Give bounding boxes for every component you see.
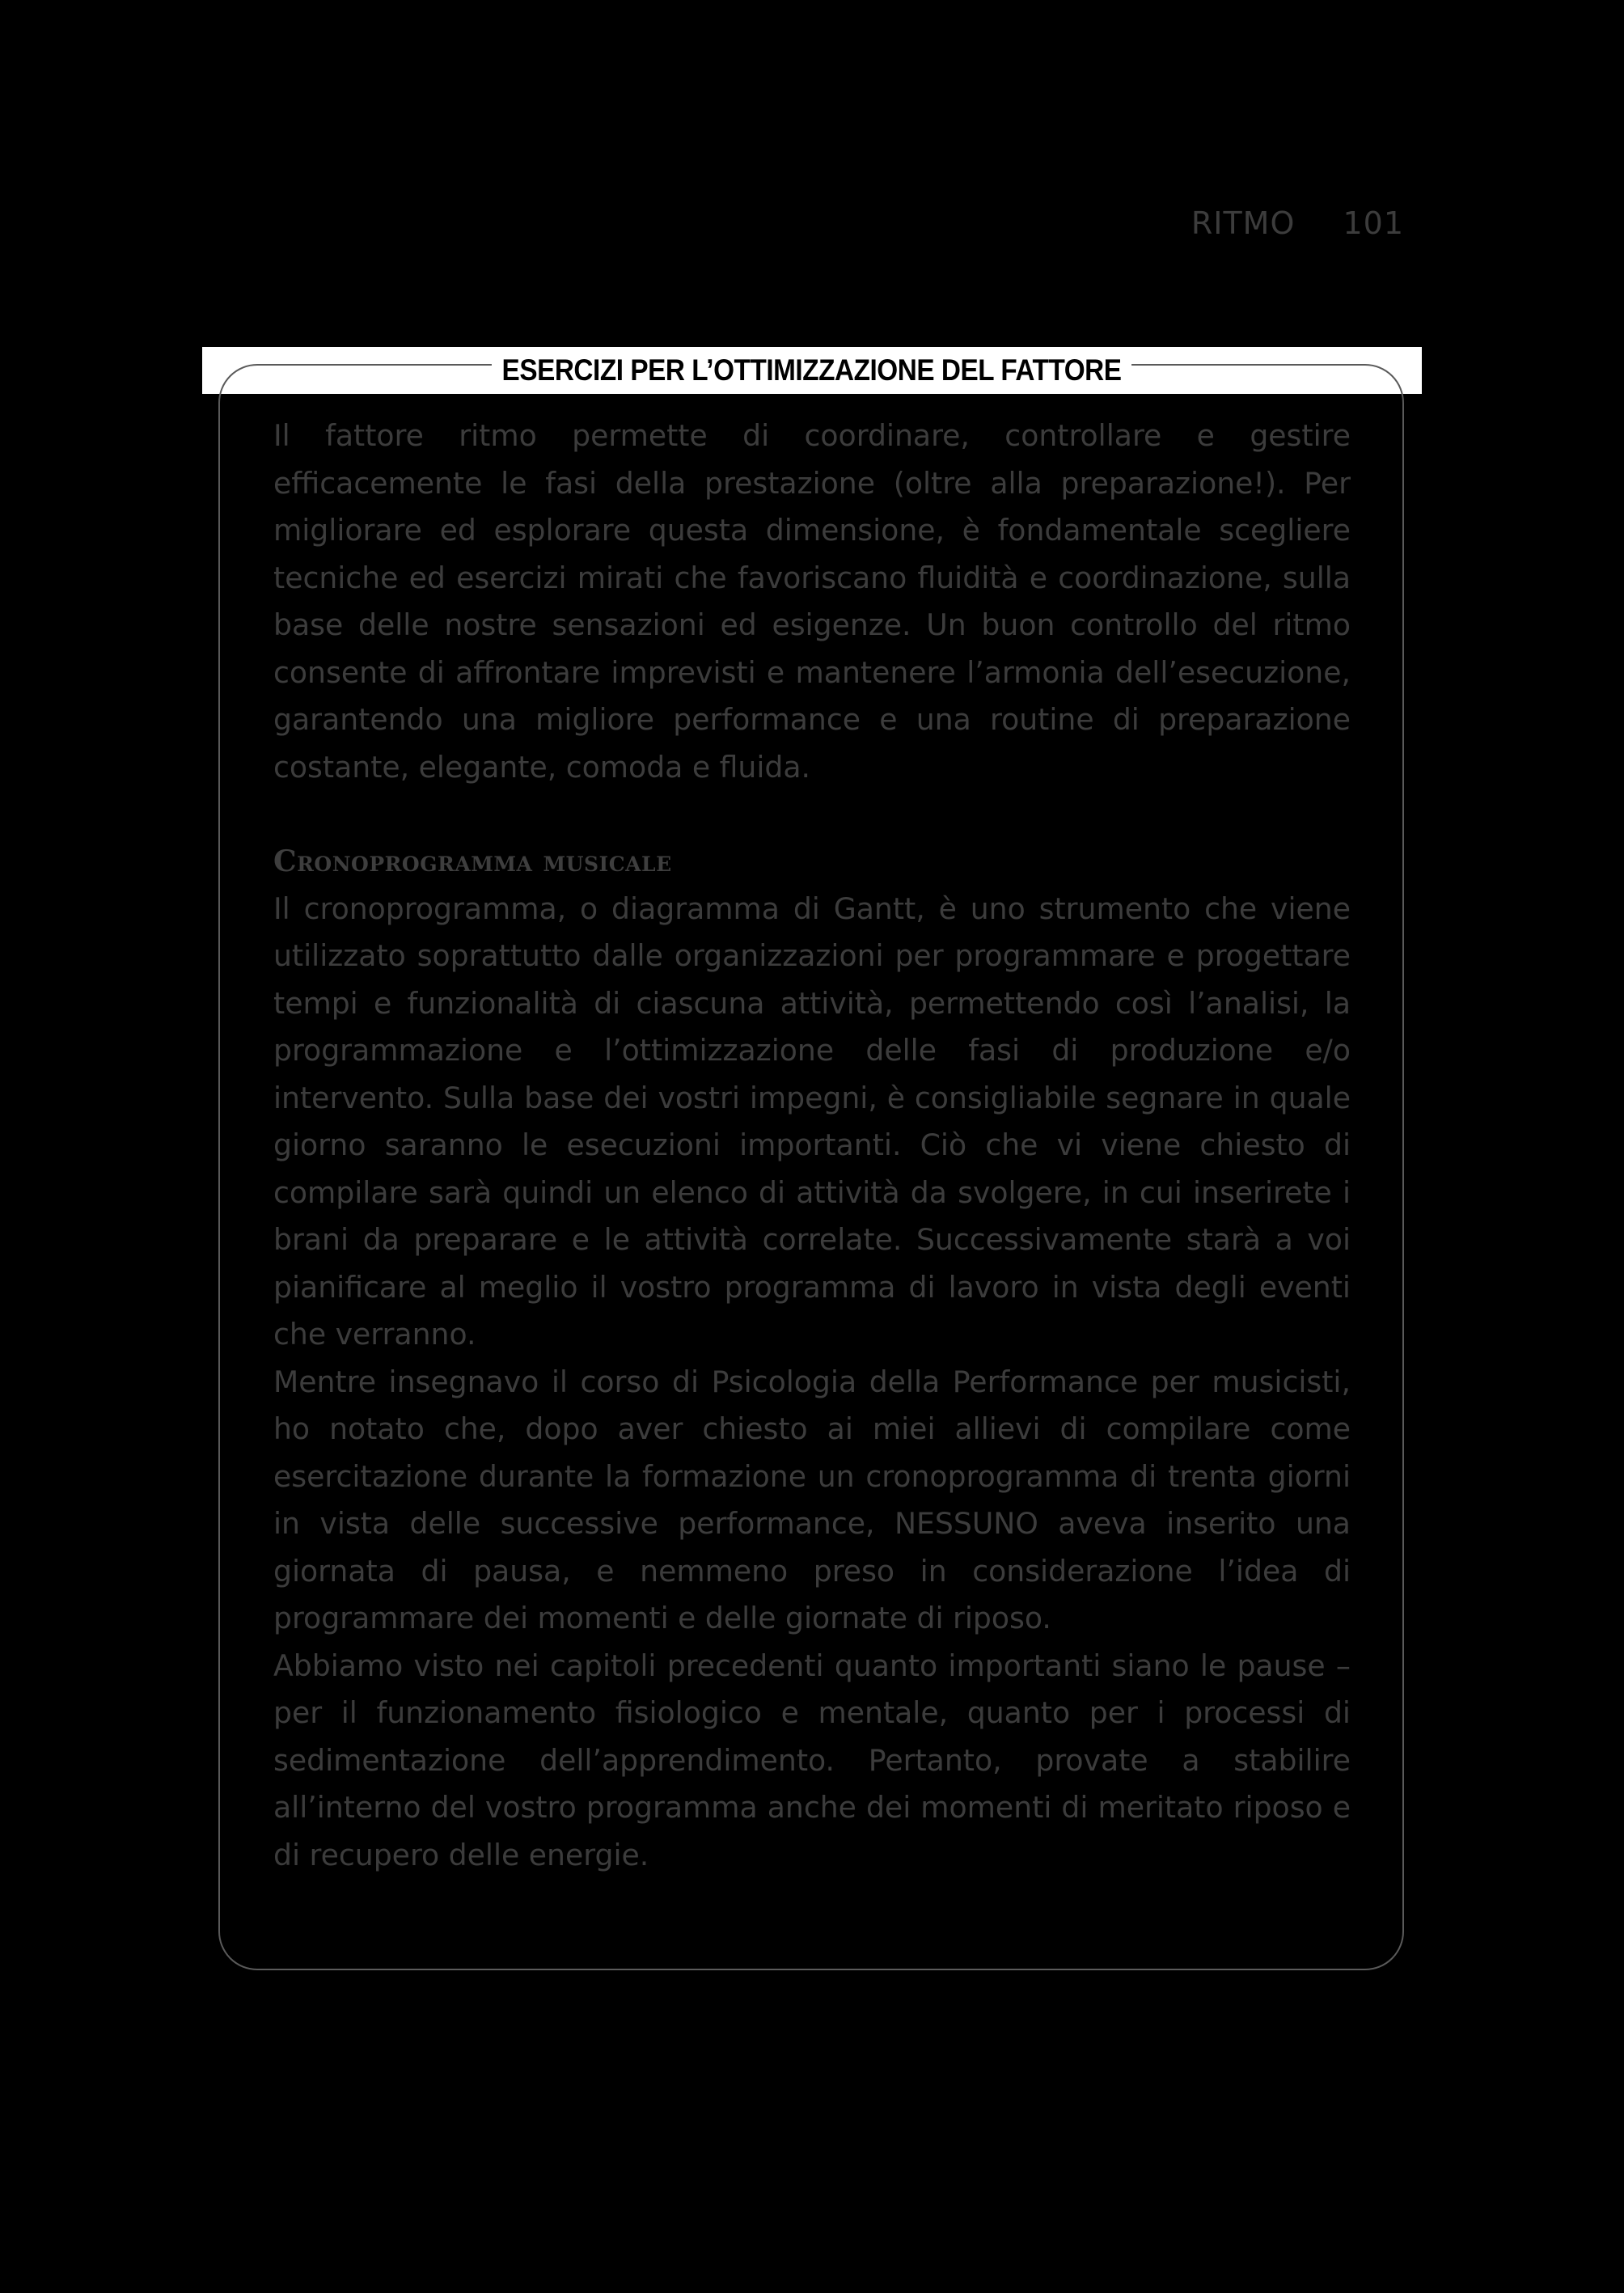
intro-paragraph: Il fattore ritmo permette di coordinare, controllare e gestire efficacemente le fasi della prestazione (oltre alla preparazione!). Per migliorare ed esplorare questa dimensione, è fondamentale scegliere tecniche ed esercizi mirati che favoriscano fluidità e coordinazione, sulla base delle nostre sensazioni ed esigenze. Un buon controllo del ritmo consente di affrontare imprevisti e mantenere l’armonia dell’esecuzione, garantendo una migliore performance e una routine di preparazione costante, elegante, comoda e fluida.	[273, 418, 1351, 785]
body-paragraph-3: Abbiamo visto nei capitoli precedenti quanto importanti siano le pause – per il funzionamento fisiologico e mentale, quanto per i processi di sedimentazione dell’apprendimento. Pertanto, provate a stabilire all’interno del vostro programma anche dei momenti di meritato riposo e di recupero delle energie.	[273, 1648, 1351, 1872]
page-number: 101	[1343, 205, 1404, 241]
running-head-section: RITMO	[1191, 205, 1296, 241]
box-content	[273, 412, 1351, 1879]
box-title: ESERCIZI PER L’OTTIMIZZAZIONE DEL FATTORE	[492, 353, 1131, 387]
section-heading: Cronoprogramma musicale	[273, 844, 672, 878]
box-title-wrap	[0, 347, 1624, 394]
body-paragraph-2: Mentre insegnavo il corso di Psicologia della Performance per musicisti, ho notato che, dopo aver chiesto ai miei allievi di compilare come esercitazione durante la formazione un cronoprogramma di trenta giorni in vista delle successive performance, NESSUNO aveva inserito una giornata di pausa, e nemmeno preso in considerazione l’idea di programmare dei momenti e delle giornate di riposo.	[273, 1364, 1351, 1635]
section-spacer	[273, 791, 1351, 838]
body-paragraph-1: Il cronoprogramma, o diagramma di Gantt, è uno strumento che viene utilizzato soprattutto dalle organizzazioni per programmare e progettare tempi e funzionalità di ciascuna attività, permettendo così l’analisi, la programmazione e l’ottimizzazione delle fasi di produzione e/o intervento. Sulla base dei vostri impegni, è consigliabile segnare in quale giorno saranno le esecuzioni importanti. Ciò che vi viene chiesto di compilare sarà quindi un elenco di attività da svolgere, in cui inserirete i brani da preparare e le attività correlate. Successivamente starà a voi pianificare al meglio il vostro programma di lavoro in vista degli eventi che verranno.	[273, 891, 1351, 1352]
running-head	[1191, 205, 1404, 241]
